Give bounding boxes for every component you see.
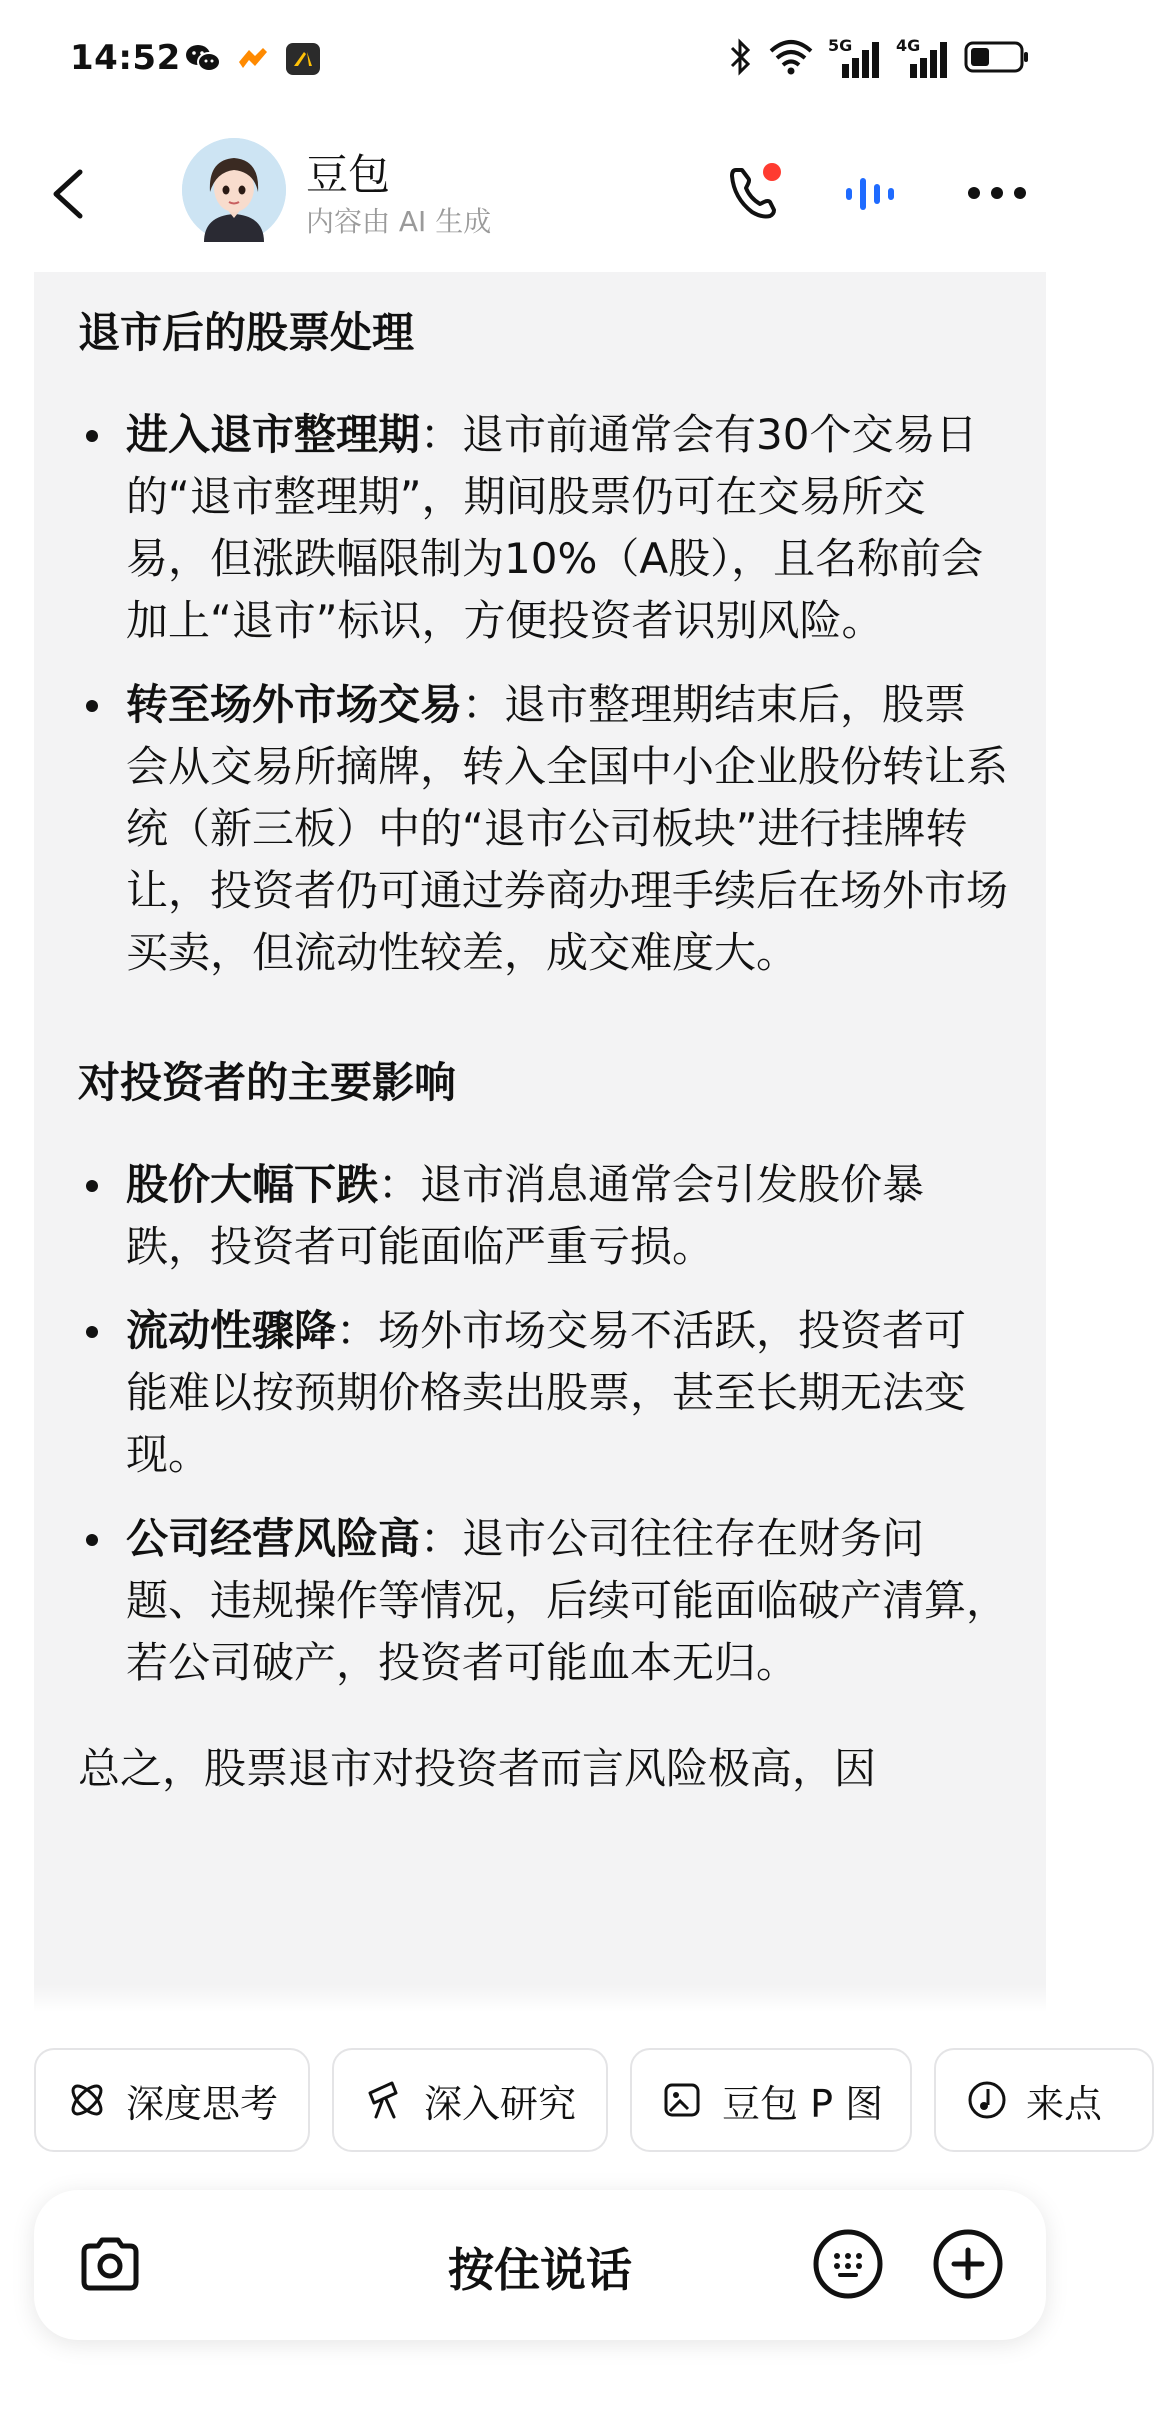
chevron-left-icon xyxy=(40,158,100,230)
chip-label: 深度思考 xyxy=(126,2081,279,2126)
signal-4g-label: 4G xyxy=(896,36,921,55)
list-item-text: ：退市整理期结束后，股票会从交易所摘牌，转入全国中小企业股份转让系统（新三板）中的“退市公司板块”进行挂牌转让，投资者仍可通过券商办理手续后在场外市场买卖，但流动性较差，成交难度大。 xyxy=(126,680,1009,977)
status-time: 14:52 xyxy=(70,38,181,78)
signal-5g-icon xyxy=(828,38,882,80)
summary-text: 总之，股票退市对投资者而言风险极高，因 xyxy=(78,1744,877,1793)
add-attachment-button[interactable] xyxy=(930,2226,1006,2302)
bot-name: 豆包 xyxy=(306,150,391,199)
chip-label: 豆包 P 图 xyxy=(722,2081,884,2126)
ai-message-bubble[interactable] xyxy=(34,272,1046,2012)
telescope-icon xyxy=(364,2079,406,2121)
list-item xyxy=(78,674,1008,984)
chip-image-edit[interactable] xyxy=(630,2048,912,2152)
scroll-fade xyxy=(34,1984,1046,2012)
signal-4g-icon xyxy=(896,38,950,80)
image-edit-icon xyxy=(662,2079,704,2121)
chip-deep-research[interactable] xyxy=(332,2048,608,2152)
call-button[interactable] xyxy=(720,158,790,228)
more-dots-icon xyxy=(962,168,1032,218)
app-orange-icon xyxy=(235,44,271,78)
back-button[interactable] xyxy=(40,158,100,230)
chat-header xyxy=(0,128,1080,258)
section-title-investor-impact: 对投资者的主要影响 xyxy=(78,1058,457,1107)
avatar[interactable] xyxy=(182,138,286,242)
list-item-text: ：退市前通常会有30个交易日的“退市整理期”，期间股票仍可在交易所交易，但涨跌幅限制为10%（A股），且名称前会加上“退市”标识，方便投资者识别风险。 xyxy=(126,410,984,645)
keyboard-icon xyxy=(810,2226,886,2302)
more-options-button[interactable] xyxy=(962,168,1032,218)
list-item xyxy=(78,1300,1008,1486)
chip-music[interactable] xyxy=(934,2048,1154,2152)
input-bar xyxy=(34,2190,1046,2340)
list-item-heading: 转至场外市场交易 xyxy=(126,680,463,729)
section-title-delisting-handling: 退市后的股票处理 xyxy=(78,308,415,357)
bluetooth-icon xyxy=(728,38,754,80)
signal-5g-label: 5G xyxy=(828,36,853,55)
status-bar xyxy=(0,0,1080,120)
list-item xyxy=(78,1154,1008,1278)
suggestion-chips xyxy=(34,2048,1103,2152)
list-item-heading: 流动性骤降 xyxy=(126,1306,337,1355)
plus-icon xyxy=(930,2226,1006,2302)
list-item xyxy=(78,404,1008,652)
phone-icon xyxy=(720,158,790,228)
list-item xyxy=(78,1508,1008,1694)
chip-deep-thinking[interactable] xyxy=(34,2048,310,2152)
atom-icon xyxy=(66,2079,108,2121)
battery-icon xyxy=(964,39,1030,79)
music-icon xyxy=(966,2079,1008,2121)
list-item-text: ：退市消息通常会引发股价暴跌，投资者可能面临严重亏损。 xyxy=(126,1160,925,1271)
keyboard-button[interactable] xyxy=(810,2226,886,2302)
chip-label: 来点 xyxy=(1026,2081,1103,2126)
message-content xyxy=(78,302,1008,1800)
voice-chat-button[interactable] xyxy=(840,164,906,224)
list-item-heading: 股价大幅下跌 xyxy=(126,1160,379,1209)
wifi-icon xyxy=(768,39,814,79)
chip-label: 深入研究 xyxy=(424,2081,577,2126)
voice-wave-icon xyxy=(840,164,906,224)
list-item-heading: 进入退市整理期 xyxy=(126,410,421,459)
list-item-text: ：退市公司往往存在财务问题、违规操作等情况，后续可能面临破产清算，若公司破产，投资者可能血本无归。 xyxy=(126,1514,1009,1687)
investor-impact-list xyxy=(78,1154,1008,1694)
ai-generated-note: 内容由 AI 生成 xyxy=(306,205,492,238)
list-item-heading: 公司经营风险高 xyxy=(126,1514,421,1563)
hold-to-talk-button[interactable]: 按住说话 xyxy=(448,2243,632,2297)
delisting-handling-list xyxy=(78,404,1008,984)
wechat-icon xyxy=(185,43,221,79)
app-dark-icon xyxy=(285,42,321,80)
notification-icons xyxy=(185,42,321,80)
status-right-icons xyxy=(728,38,1030,80)
list-item-text: ：场外市场交易不活跃，投资者可能难以按预期价格卖出股票，甚至长期无法变现。 xyxy=(126,1306,967,1479)
